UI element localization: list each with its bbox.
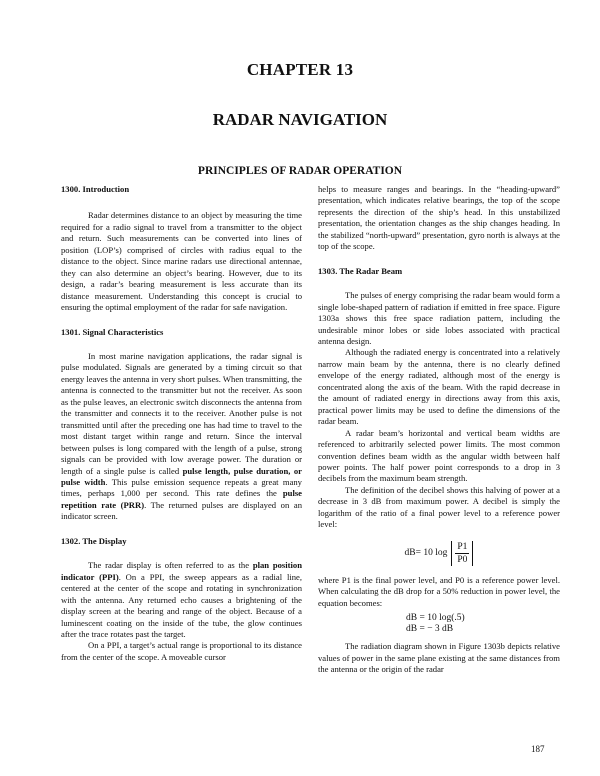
power-ratio-fraction [451,541,473,566]
fraction-denominator: P0 [457,555,468,566]
heading-1302: 1302. The Display [61,535,127,546]
text-span: In most marine navigation applications, the radar signal is pulse modulated. Signals are generated by a timing circuit so that energy leaves the antenna in very short pulses. When transmitting, the antenna is connected to the transmitter but not the receiver. As soon as the pulse leaves, an electronic switch disconnects the antenna from the transmitter and connects it to the receiver. Another pulse is not transmitted until after the preceding one has had time to travel to the most distant target within range and return. Since the interval between pulses is long compared with the length of a pulse, strong signals can be provided with low average power. The duration or length of a single pulse is called [61,350,302,476]
text-span: . This pulse emission sequence repeats a great many times, perhaps 1,000 per second. This rate defines the [61,476,302,499]
equation-line-2: dB = − 3 dB [406,624,454,635]
term-pulse-length: pulse length [182,465,229,476]
decibel-equation [318,537,560,571]
paragraph-1303-f: The radiation diagram shown in Figure 1303b depicts relative values of power in the same plane existing at the same distances from the antenna or the origin of the radar [318,641,560,674]
page-number: 187 [531,744,545,754]
paragraph-1300: Radar determines distance to an object by measuring the time required for a radio signal to travel from a transmitter to the object and return. Such measurements can be converted into lines of position (LOP’s) comprised of circles with radius equal to the distance to the object. Since marine radars use directional antennae, they can also determine an object’s bearing. However, due to its design, a radar’s bearing measurement is less accurate than its distance measurement. Understanding this concept is crucial to ensuring the optimal employment of the radar for safe navigation. [61,210,302,313]
paragraph-1302-b: On a PPI, a target’s actual range is proportional to its distance from the center of the scope. A moveable cursor [61,640,302,662]
term-pulse-duration: pulse duration [233,465,289,476]
paragraph-1303-c: A radar beam’s horizontal and vertical beam widths are referenced to arbitrarily selected power limits. The most common convention defines beam width as the angular width between half power points. The half power point corresponds to a drop in 3 decibels from the maximum beam strength. [318,427,560,484]
paragraph-1303-a: The pulses of energy comprising the radar beam would form a single lobe-shaped pattern of radiation if emitted in free space. Figure 1303a shows this free space radiation pattern, including the undesirable minor lobes or side lobes associated with practical antenna design. [318,290,560,346]
right-column [318,184,560,675]
heading-1301: 1301. Signal Characteristics [61,326,164,337]
paragraph-1303-d: The definition of the decibel shows this halving of power at a decrease in 3 dB from maximum power. A decibel is simply the logarithm of the ratio of a final power level to a reference power level: [318,484,560,530]
paragraph-1301 [61,351,302,523]
left-column [61,184,302,663]
half-power-equation [318,613,560,635]
term-pulse-width: pulse width [61,476,106,487]
term-ppi: plan position indicator (PPI) [61,560,302,582]
equation-lhs: dB= 10 log [404,547,448,558]
text-span: , [228,465,234,476]
text-span: . The returned pulses are displayed on an indicator screen. [61,499,302,522]
paragraph-1303-e: where P1 is the final power level, and P0 is a reference power level. When calculating the dB drop for a 50% reduction in power level, the equation becomes: [318,574,560,608]
text-span: , or [288,465,302,476]
equation-line-1: dB = 10 log(.5) [406,613,465,624]
paragraph-continued: helps to measure ranges and bearings. In the “heading-upward” presentation, which indicates relative bearings, the top of the scope represents the direction of the ship’s head. In this unstabilized presentation, the orientation changes as the ship changes heading. In the stabilized “north-upward” presentation, gyro north is always at the top of the scope. [318,184,560,252]
chapter-title: RADAR NAVIGATION [212,110,388,129]
chapter-label: CHAPTER 13 [246,60,354,79]
text-span: . On a PPI, the sweep appears as a radial line, centered at the center of the scope and rotating in synchronization with the antenna. Any returned echo causes a brightening of the display screen at the bearing and range of the object. Because of a luminescent coating on the inside of the tube, the glow continues after the trace rotates past the target. [61,571,302,639]
text-span: The radar display is often referred to as the [88,560,253,571]
paragraph-1302-a [61,560,302,640]
fraction-numerator: P1 [457,542,468,553]
heading-1303: 1303. The Radar Beam [318,265,403,276]
heading-1300: 1300. Introduction [61,184,130,194]
section-title: PRINCIPLES OF RADAR OPERATION [197,165,403,177]
paragraph-1303-b: Although the radiated energy is concentrated into a relatively narrow main beam by the antenna, there is no clearly defined envelope of the energy radiated, although most of the energy is concentrated along the axis of the beam. With the rapid decrease in the amount of radiated energy in directions away from this axis, practical power limits may be used to define the dimensions of the radar beam. [318,347,560,427]
term-prr: pulse repetition rate (PRR) [61,488,302,510]
